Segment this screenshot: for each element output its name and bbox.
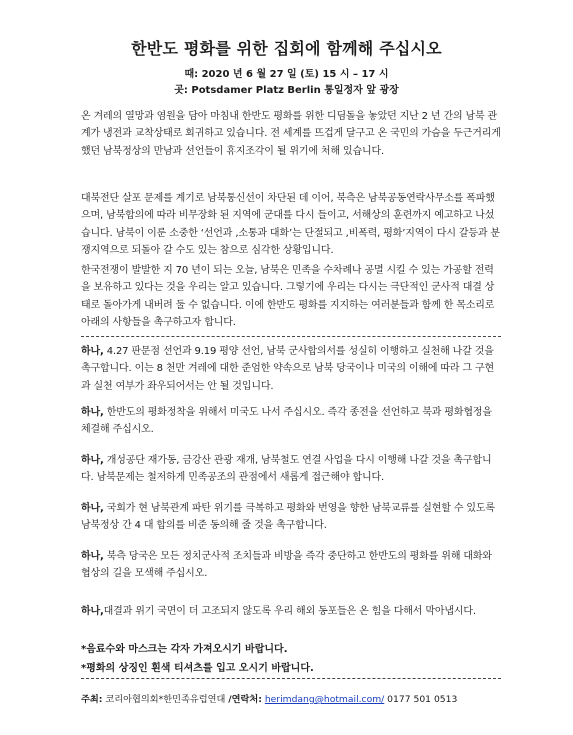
demand-item bbox=[81, 603, 501, 620]
demand-item bbox=[81, 343, 501, 395]
demand-text: 4.27 판문점 선언과 9.19 평양 선언, 남북 군사합의서를 성실히 이행하고 실천해 나갈 것을 촉구합니다. 이는 8 천만 겨레에 대한 준엄한 약속으로 남북 당국이나 미국의 이해에 따라 그 구현과 실천 여부가 좌우되어서는 안 될 것입니다. bbox=[81, 346, 495, 392]
demand-text: 대결과 위기 국면이 더 고조되지 않도록 우리 해외 동포들은 온 힘을 다해서 막아냅시다. bbox=[103, 606, 476, 617]
note-masks: *음료수와 마스크는 각자 가져오시기 바랍니다. bbox=[81, 644, 288, 655]
demand-item bbox=[81, 404, 501, 439]
intro-paragraph: 한국전쟁이 발발한 지 70 년이 되는 오늘, 남북은 민족을 수차례나 공멸 시킬 수 있는 가공할 전력을 보유하고 있다는 것을 우리는 알고 있습니다. 그렇기에 우리는 다시는 극단적인 군사적 대결 상태로 돌아가게 내버려 둘 수 없습니다. 이에 한반도 평화를 지지하는 여러분들과 함께 한 목소리로 아래의 사항들을 촉구하고자 합니다. bbox=[81, 265, 495, 328]
demand-item bbox=[81, 548, 501, 583]
demand-text: 개성공단 재가동, 금강산 관광 재개, 남북철도 연결 사업을 다시 이행해 나갈 것을 촉구합니다. 남북문제는 철저하게 민족공조의 관점에서 새롭게 접근해야 합니다. bbox=[81, 455, 492, 484]
demand-lead: 하나, bbox=[81, 503, 104, 514]
demand-lead: 하나, bbox=[81, 346, 104, 357]
intro-paragraph: 대북전단 살포 문제를 계기로 남북통신선이 차단된 데 이어, 북측은 남북공동연락사무소를 폭파했으며, 남북합의에 따라 비무장화 된 지역에 군대를 다시 들이고, 서해상의 훈련까지 예고하고 나섰습니다. 남북이 이룬 소중한 ‘선언과 ,소통과 대화’는 단절되고 ,비폭력, 평화’지역이 다시 갈등과 분쟁지역으로 되돌아 갈 수도 있는 참으로 심각한 상황입니다. bbox=[81, 193, 500, 256]
demand-text: 한반도의 평화정착을 위해서 미국도 나서 주십시오. 즉각 종전을 선언하고 북과 평화협정을 체결해 주십시오. bbox=[81, 407, 492, 436]
page-title: 한반도 평화를 위한 집회에 함께해 주십시오 bbox=[131, 39, 442, 58]
contact-label: /연락처: bbox=[228, 694, 262, 705]
demand-text: 국회가 현 남북관계 파탄 위기를 극복하고 평화와 번영을 향한 남북교류를 실현할 수 있도록 남북정상 간 4 대 합의를 비준 동의해 줄 것을 촉구합니다. bbox=[81, 503, 495, 532]
footer bbox=[81, 691, 521, 705]
host-label: 주최: bbox=[81, 694, 103, 705]
demand-item bbox=[81, 500, 501, 535]
dashed-divider bbox=[81, 336, 501, 337]
event-location: 곳: Potsdamer Platz Berlin 통일정자 앞 광장 bbox=[174, 85, 399, 96]
event-date: 때: 2020 년 6 월 27 일 (토) 15 시 – 17 시 bbox=[184, 69, 389, 80]
demand-text: 북측 당국은 모든 정치군사적 조치들과 비방을 즉각 중단하고 한반도의 평화를 위해 대화와 협상의 길을 모색해 주십시오. bbox=[81, 551, 492, 580]
demand-lead: 하나, bbox=[81, 606, 104, 617]
contact-email-link[interactable]: herimdang@hotmail.com/ bbox=[264, 694, 385, 705]
note-white-shirts: *평화의 상징인 흰색 티셔츠를 입고 오시기 바랍니다. bbox=[81, 663, 314, 674]
demand-lead: 하나, bbox=[81, 407, 104, 418]
intro-paragraph: 온 겨레의 열망과 염원을 담아 마침내 한반도 평화를 위한 디딤돌을 놓았던 지난 2 년 간의 남북 관계가 냉전과 교착상태로 회귀하고 있습니다. 전 세계를 뜨겁게 달구고 온 국민의 가슴을 두근거리게 했던 남북정상의 만남과 선언들이 휴지조각이 될 위기에 처해 있습니다. bbox=[81, 111, 501, 157]
demand-item bbox=[81, 452, 501, 487]
demand-lead: 하나, bbox=[81, 455, 104, 466]
demand-lead: 하나, bbox=[81, 551, 104, 562]
contact-phone: 0177 501 0513 bbox=[384, 694, 458, 705]
host-organizations: 코리아협의회*한민족유럽연대 bbox=[102, 694, 229, 705]
dashed-divider bbox=[81, 678, 501, 679]
